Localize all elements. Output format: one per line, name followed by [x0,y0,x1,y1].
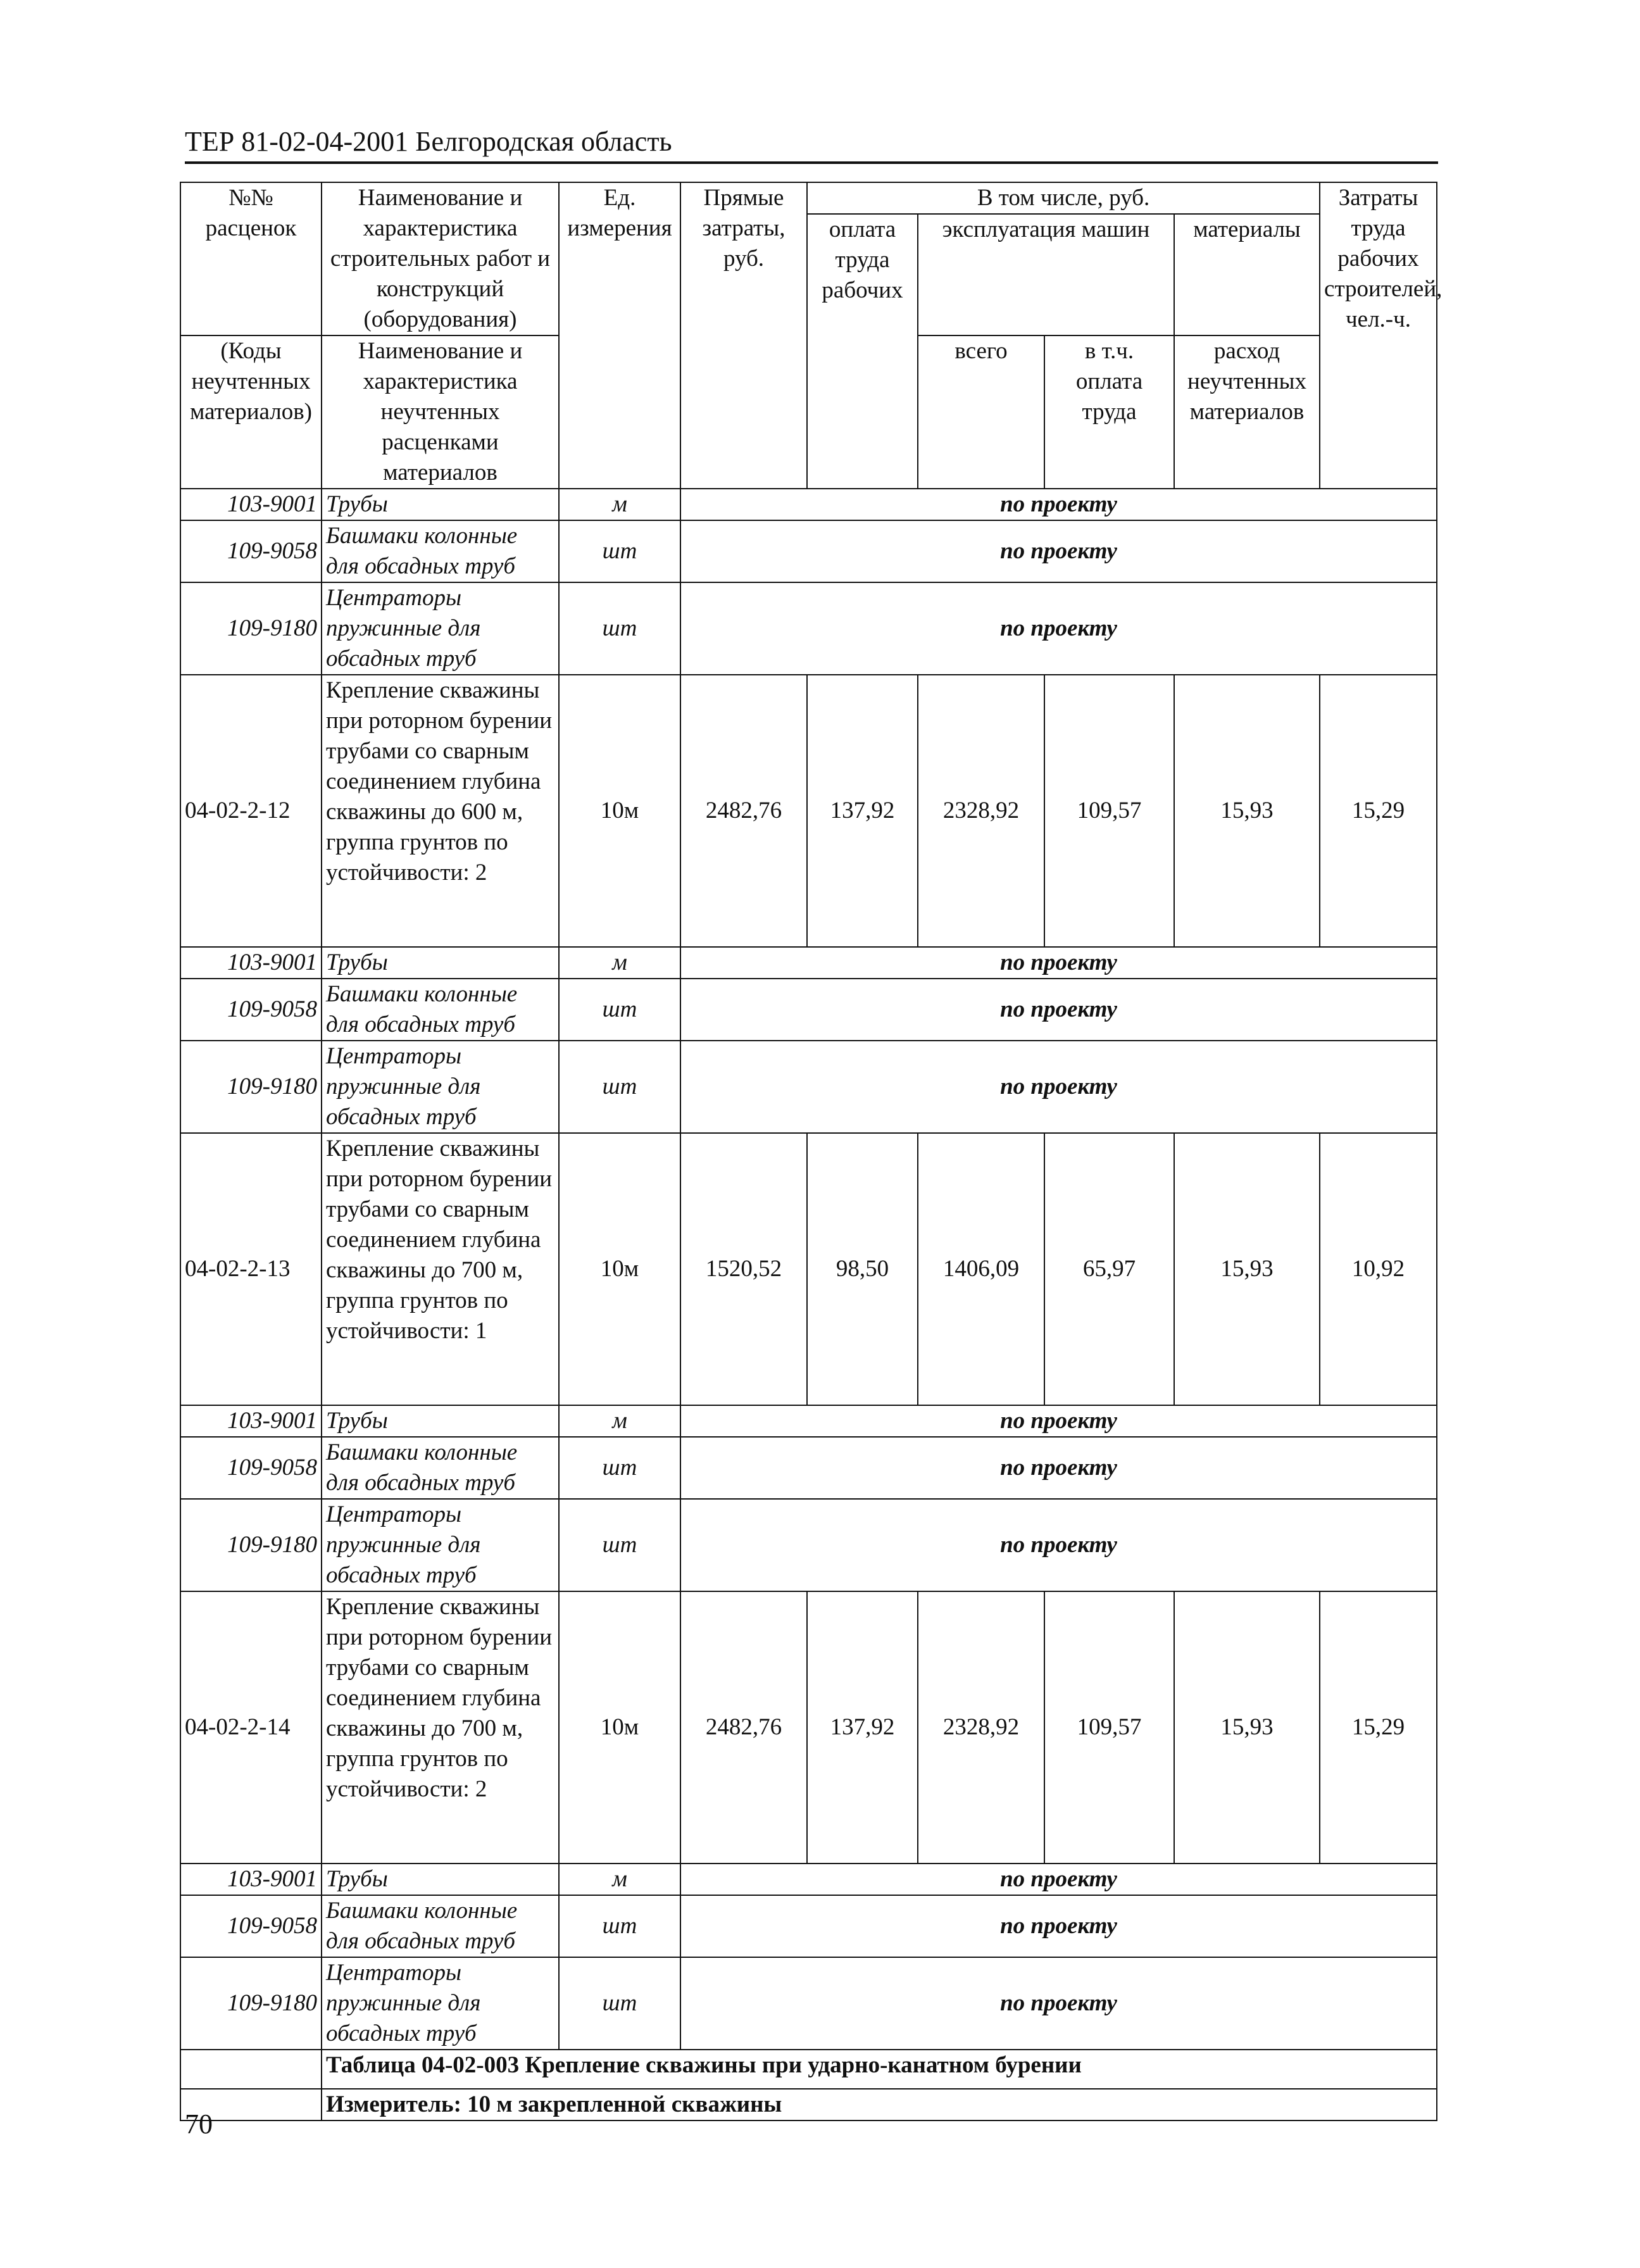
rate-code: 04-02-2-13 [180,1133,322,1405]
material-note: по проекту [680,520,1437,582]
material-code: 109-9180 [180,1499,322,1591]
material-name: Трубы [322,1864,559,1895]
page-header: ТЕР 81-02-04-2001 Белгородская область [185,125,1438,164]
material-unit: шт [559,979,680,1041]
col-header-name-sub: Наименование и характеристика неучтенных расценками материалов [322,335,559,489]
material-name: Центраторы пружинные для обсадных труб [322,1499,559,1591]
col-header-direct: Прямые затраты, руб. [680,182,807,489]
material-code: 103-9001 [180,1405,322,1437]
material-note: по проекту [680,1041,1437,1133]
rate-materials: 15,93 [1174,1591,1320,1864]
material-code: 109-9058 [180,520,322,582]
material-code: 109-9058 [180,1895,322,1957]
rate-labor: 15,29 [1320,675,1437,947]
material-unit: шт [559,1499,680,1591]
material-code: 109-9180 [180,1957,322,2050]
rate-direct: 2482,76 [680,1591,807,1864]
rate-machines-total: 1406,09 [918,1133,1044,1405]
material-unit: м [559,489,680,520]
rate-machines-wages: 65,97 [1044,1133,1174,1405]
table-row [180,1864,1437,1895]
material-note: по проекту [680,1499,1437,1591]
rate-unit: 10м [559,1133,680,1405]
material-unit: шт [559,582,680,675]
material-name: Центраторы пружинные для обсадных труб [322,1041,559,1133]
material-unit: м [559,1864,680,1895]
material-note: по проекту [680,582,1437,675]
material-code: 103-9001 [180,1864,322,1895]
rate-name: Крепление скважины при роторном бурении трубами со сварным соединением глубина скважины до 700 м, группа грунтов по устойчивости: 1 [322,1133,559,1405]
col-header-machines: эксплуатация машин [918,214,1174,335]
rate-labor: 15,29 [1320,1591,1437,1864]
col-header-wages: оплата труда рабочих [807,214,918,489]
rate-name: Крепление скважины при роторном бурении трубами со сварным соединением глубина скважины до 600 м, группа грунтов по устойчивости: 2 [322,675,559,947]
material-name: Центраторы пружинные для обсадных труб [322,582,559,675]
table-row [180,1499,1437,1591]
rate-code: 04-02-2-12 [180,675,322,947]
material-unit: шт [559,1957,680,2050]
table-row [180,582,1437,675]
material-note: по проекту [680,1864,1437,1895]
material-note: по проекту [680,979,1437,1041]
rate-code: 04-02-2-14 [180,1591,322,1864]
col-header-code-sub: (Коды неучтенных материалов) [180,335,322,489]
material-name: Трубы [322,1405,559,1437]
col-header-materials: материалы [1174,214,1320,335]
table-row [180,1041,1437,1133]
rate-materials: 15,93 [1174,1133,1320,1405]
table-row [180,675,1437,947]
material-note: по проекту [680,1957,1437,2050]
col-header-materials-sub: расход неучтенных материалов [1174,335,1320,489]
material-code: 109-9180 [180,582,322,675]
material-name: Башмаки колонные для обсадных труб [322,1437,559,1499]
col-header-incl: В том числе, руб. [807,182,1320,214]
rate-name: Крепление скважины при роторном бурении трубами со сварным соединением глубина скважины до 700 м, группа грунтов по устойчивости: 2 [322,1591,559,1864]
table-row [180,1437,1437,1499]
rate-wages: 137,92 [807,1591,918,1864]
rate-labor: 10,92 [1320,1133,1437,1405]
table-row [180,1133,1437,1405]
table-title-row [180,2050,1437,2089]
rate-wages: 137,92 [807,675,918,947]
empty-cell [180,2050,322,2089]
col-header-unit: Ед. измерения [559,182,680,489]
col-header-machines-wages: в т.ч. оплата труда [1044,335,1174,489]
material-unit: шт [559,1895,680,1957]
next-table-title: Таблица 04-02-003 Крепление скважины при ударно-канатном бурении [322,2050,1437,2089]
material-note: по проекту [680,1405,1437,1437]
rate-machines-wages: 109,57 [1044,1591,1174,1864]
material-note: по проекту [680,489,1437,520]
meter-row [180,2089,1437,2121]
table-row [180,1895,1437,1957]
col-header-name: Наименование и характеристика строительных работ и конструкций (оборудования) [322,182,559,335]
rate-wages: 98,50 [807,1133,918,1405]
table-row [180,489,1437,520]
meter-label: Измеритель: 10 м закрепленной скважины [322,2089,1437,2121]
rate-machines-wages: 109,57 [1044,675,1174,947]
table-row [180,979,1437,1041]
material-name: Башмаки колонные для обсадных труб [322,520,559,582]
material-name: Башмаки колонные для обсадных труб [322,1895,559,1957]
rate-direct: 1520,52 [680,1133,807,1405]
rate-unit: 10м [559,675,680,947]
material-name: Центраторы пружинные для обсадных труб [322,1957,559,2050]
material-unit: м [559,947,680,979]
table-row [180,1405,1437,1437]
table-row [180,520,1437,582]
rate-machines-total: 2328,92 [918,675,1044,947]
material-name: Трубы [322,947,559,979]
material-note: по проекту [680,947,1437,979]
col-header-labor: Затраты труда рабочих строителей, чел.-ч. [1320,182,1437,489]
page-number: 70 [185,2108,213,2140]
material-code: 109-9058 [180,1437,322,1499]
col-header-code: №№ расценок [180,182,322,335]
material-note: по проекту [680,1895,1437,1957]
col-header-machines-total: всего [918,335,1044,489]
table-row [180,947,1437,979]
material-unit: шт [559,520,680,582]
table-row [180,1957,1437,2050]
material-name: Башмаки колонные для обсадных труб [322,979,559,1041]
material-unit: м [559,1405,680,1437]
material-unit: шт [559,1041,680,1133]
rates-table [180,182,1443,2121]
material-unit: шт [559,1437,680,1499]
material-code: 109-9180 [180,1041,322,1133]
header-row-1 [180,182,1437,214]
rate-materials: 15,93 [1174,675,1320,947]
rate-machines-total: 2328,92 [918,1591,1044,1864]
table-row [180,1591,1437,1864]
material-code: 103-9001 [180,489,322,520]
rate-direct: 2482,76 [680,675,807,947]
material-note: по проекту [680,1437,1437,1499]
material-code: 103-9001 [180,947,322,979]
material-name: Трубы [322,489,559,520]
material-code: 109-9058 [180,979,322,1041]
rate-unit: 10м [559,1591,680,1864]
